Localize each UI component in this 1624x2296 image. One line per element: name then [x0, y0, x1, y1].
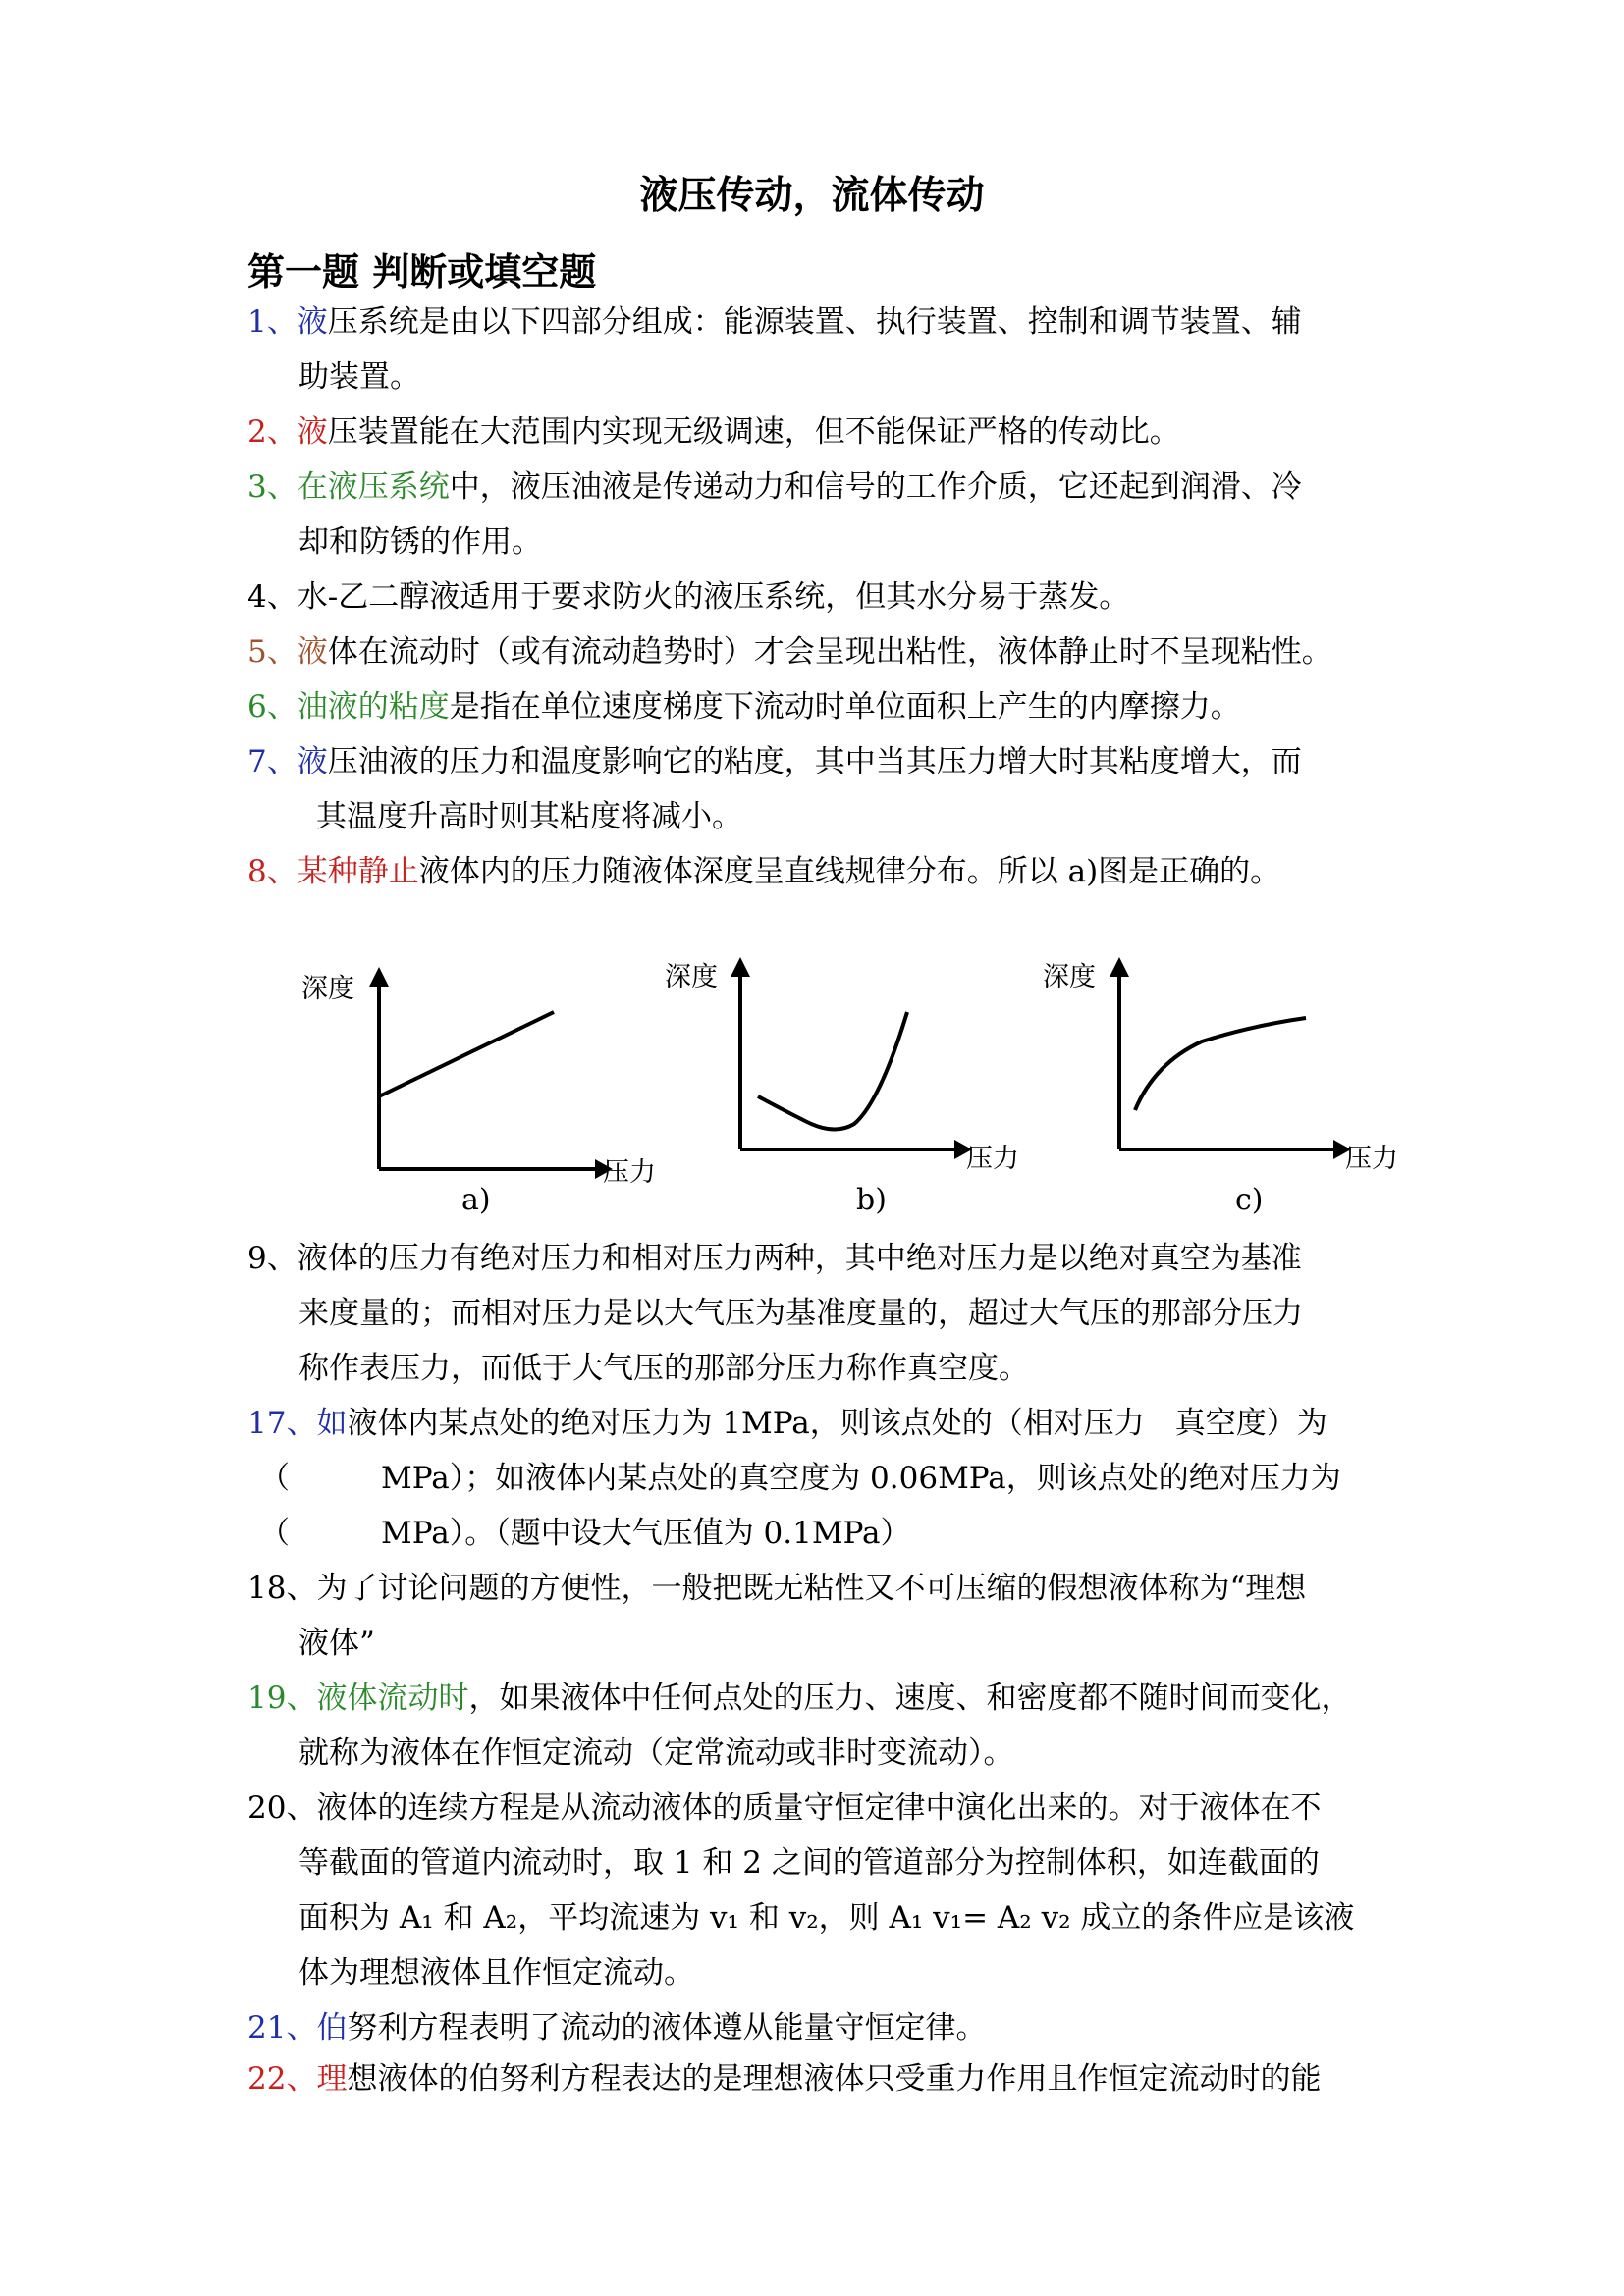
list-item-continuation: 就称为液体在作恒定流动（定常流动或非时变流动）。: [298, 1735, 1014, 1771]
item-text: 压系统是由以下四部分组成：能源装置、执行装置、控制和调节装置、辅: [327, 304, 1302, 340]
item-text: 努利方程表明了流动的液体遵从能量守恒定律。: [347, 2010, 987, 2046]
graph-c-y-arrow: [1110, 957, 1129, 977]
list-item: [247, 1239, 1302, 1278]
item-text: 压装置能在大范围内实现无级调速，但不能保证严格的传动比。: [327, 414, 1180, 450]
item-text: 4、水-乙二醇液适用于要求防火的液压系统，但其水分易于蒸发。: [247, 579, 1130, 614]
item-text: 想液体的伯努利方程表达的是理想液体只受重力作用且作恒定流动时的能: [347, 2061, 1322, 2097]
list-item: [247, 2008, 986, 2048]
list-item: [247, 742, 1302, 781]
list-item-continuation: 来度量的；而相对压力是以大气压为基准度量的，超过大气压的那部分压力: [298, 1296, 1303, 1331]
graph-b-y-arrow: [731, 957, 750, 977]
list-item-continuation: 却和防锈的作用。: [298, 524, 542, 560]
item-text: 是指在单位速度梯度下流动时单位面积上产生的内摩擦力。: [449, 689, 1241, 724]
graph-c: [1104, 957, 1369, 1163]
list-item: [247, 852, 1280, 891]
graph-c-xlabel: 压力: [1345, 1144, 1398, 1174]
item-text: 液体内某点处的绝对压力为 1MPa，则该点处的（相对压力 真空度）为: [347, 1406, 1327, 1441]
graph-b: [725, 957, 990, 1163]
graph-a-ylabel: 深度: [301, 974, 354, 1004]
list-item: [247, 577, 1129, 616]
list-item: [247, 1789, 1321, 1828]
item-lead: 7、液: [247, 744, 328, 779]
list-item: [247, 412, 1180, 452]
graph-b-caption: b): [856, 1183, 887, 1217]
list-item: [247, 2059, 1321, 2099]
list-item-continuation: （ MPa）。（题中设大气压值为 0.1MPa）: [259, 1516, 911, 1551]
graph-c-ylabel: 深度: [1043, 962, 1096, 992]
list-item: [247, 467, 1302, 507]
item-text: 20、液体的连续方程是从流动液体的质量守恒定律中演化出来的。对于液体在不: [247, 1790, 1322, 1826]
list-item-continuation: 等截面的管道内流动时，取 1 和 2 之间的管道部分为控制体积，如连截面的: [298, 1845, 1320, 1881]
item-text: 9、液体的压力有绝对压力和相对压力两种，其中绝对压力是以绝对真空为基准: [247, 1241, 1302, 1276]
item-lead: 17、如: [247, 1406, 348, 1441]
graph-a-y-arrow: [369, 967, 389, 987]
item-lead: 3、在液压系统: [247, 469, 450, 505]
graph-c-caption: c): [1235, 1183, 1264, 1217]
item-lead: 21、伯: [247, 2010, 348, 2046]
item-text: 体在流动时（或有流动趋势时）才会呈现出粘性，液体静止时不呈现粘性。: [327, 634, 1332, 669]
item-text: 中，液压油液是传递动力和信号的工作介质，它还起到润滑、冷: [449, 469, 1302, 505]
page-title: 液压传动，流体传动: [639, 174, 985, 218]
list-item-continuation: 称作表压力，而低于大气压的那部分压力称作真空度。: [298, 1351, 1029, 1386]
item-text: 18、为了讨论问题的方便性，一般把既无粘性又不可压缩的假想液体称为“理想: [247, 1571, 1307, 1606]
item-lead: 22、理: [247, 2061, 348, 2097]
graph-a-curve: [379, 1012, 554, 1096]
list-item-continuation: 助装置。: [298, 359, 420, 395]
list-item-continuation: 体为理想液体且作恒定流动。: [298, 1955, 694, 1991]
list-item-continuation: 液体”: [298, 1626, 375, 1661]
item-lead: 1、液: [247, 304, 328, 340]
item-text: 液体内的压力随液体深度呈直线规律分布。所以 a)图是正确的。: [418, 854, 1281, 889]
section-heading: 第一题 判断或填空题: [247, 250, 597, 294]
item-lead: 6、油液的粘度: [247, 689, 450, 724]
graph-a-caption: a): [461, 1183, 491, 1217]
graph-b-xlabel: 压力: [966, 1144, 1019, 1174]
item-lead: 2、液: [247, 414, 328, 450]
item-text: 压油液的压力和温度影响它的粘度，其中当其压力增大时其粘度增大，而: [327, 744, 1302, 779]
item-text: ，如果液体中任何点处的压力、速度、和密度都不随时间而变化，: [468, 1681, 1352, 1716]
graph-a: [363, 967, 628, 1183]
list-item: [247, 1569, 1306, 1608]
graph-b-ylabel: 深度: [665, 962, 718, 992]
item-lead: 8、某种静止: [247, 854, 419, 889]
list-item: [247, 632, 1332, 671]
list-item: [247, 1679, 1351, 1718]
graph-c-curve: [1135, 1018, 1306, 1110]
list-item-continuation: 其温度升高时则其粘度将减小。: [316, 799, 742, 834]
item-lead: 5、液: [247, 634, 328, 669]
list-item: [247, 1404, 1327, 1443]
list-item: [247, 302, 1302, 342]
item-lead: 19、液体流动时: [247, 1681, 469, 1716]
graph-a-xlabel: 压力: [603, 1157, 656, 1188]
list-item: [247, 687, 1241, 726]
graph-b-curve: [758, 1012, 907, 1130]
list-item-continuation: 面积为 A₁ 和 A₂，平均流速为 v₁ 和 v₂，则 A₁ v₁= A₂ v₂ 成立的条件应是该液: [298, 1900, 1355, 1936]
list-item-continuation: （ MPa）；如液体内某点处的真空度为 0.06MPa，则该点处的绝对压力为: [259, 1461, 1341, 1496]
